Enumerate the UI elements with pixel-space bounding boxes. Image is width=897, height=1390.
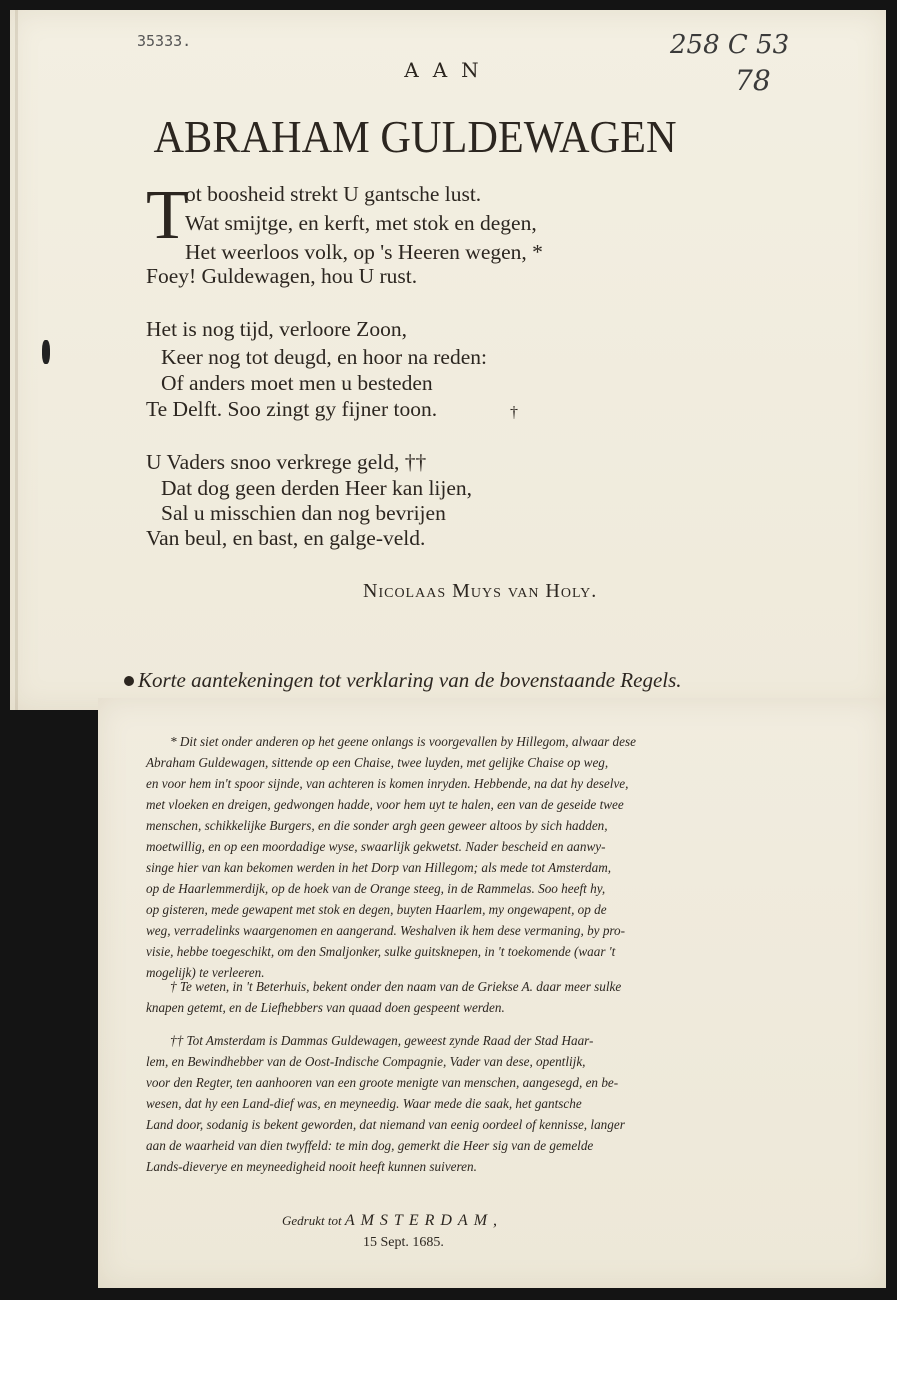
footnote-mark: † bbox=[510, 404, 518, 421]
note-line: Abraham Guldewagen, sittende op een Chaise, twee luyden, met gelijke Chaise op weg, bbox=[146, 755, 609, 770]
note-line: weg, verradelinks waargenomen en aangerand. Weshalven ik hem dese vermaning, by pro- bbox=[146, 923, 626, 938]
verse-line: Van beul, en bast, en galge-veld. bbox=[146, 526, 426, 550]
verse-line: Te Delft. Soo zingt gy fijner toon. bbox=[146, 397, 438, 421]
pencil-inventory-number: 35333. bbox=[137, 32, 192, 50]
verse-line: ot boosheid strekt U gantsche lust. bbox=[185, 182, 482, 206]
note-line: mogelijk) te verleeren. bbox=[146, 965, 265, 980]
note-line: †† Tot Amsterdam is Dammas Guldewagen, geweest zynde Raad der Stad Haar- bbox=[170, 1033, 594, 1048]
paper-fold-edge bbox=[15, 10, 18, 710]
drop-cap: T bbox=[146, 177, 189, 254]
note-line: lem, en Bewindhebber van de Oost-Indische Compagnie, Vader van dese, opentlijk, bbox=[146, 1054, 586, 1069]
imprint-date: 15 Sept. 1685. bbox=[363, 1235, 444, 1250]
bullet-mark bbox=[124, 676, 134, 686]
notes-heading: Korte aantekeningen tot verklaring van de bovenstaande Regels. bbox=[138, 668, 682, 692]
shelfmark-line-2: 78 bbox=[735, 64, 771, 97]
note-line: op de Haarlemmerdijk, op de hoek van de Orange steeg, in de Rammelas. Soo heeft hy, bbox=[146, 881, 606, 896]
verse-line: Wat smijtge, en kerft, met stok en degen, bbox=[185, 211, 537, 235]
page-title: ABRAHAM GULDEWAGEN bbox=[153, 111, 677, 162]
note-line: † Te weten, in 't Beterhuis, bekent onder den naam van de Griekse A. daar meer sulke bbox=[170, 979, 622, 994]
note-line: en voor hem in't spoor sijnde, van achteren is komen inryden. Hebbende, na dat hy deselve, bbox=[146, 776, 629, 791]
note-line: met vloeken en dreigen, gedwongen hadde, voor hem uyt te halen, een van de geseide twee bbox=[146, 797, 624, 812]
note-line: singe hier van kan bekomen werden in het Dorp van Hillegom; als mede tot Amsterdam, bbox=[146, 860, 612, 875]
verse-line: Foey! Guldewagen, hou U rust. bbox=[146, 264, 418, 288]
note-line: * Dit siet onder anderen op het geene onlangs is voorgevallen by Hillegom, alwaar dese bbox=[170, 734, 636, 749]
author-signature: Nicolaas Muys van Holy. bbox=[363, 580, 598, 602]
verse-line: Het weerloos volk, op 's Heeren wegen, * bbox=[185, 240, 543, 264]
note-line: voor den Regter, ten aanhooren van een groote menigte van menschen, aangesegd, en be- bbox=[146, 1075, 619, 1090]
note-line: wesen, dat hy een Land-dief was, en meyneedig. Waar mede die saak, het gantsche bbox=[146, 1096, 582, 1111]
imprint-city: AMSTERDAM, bbox=[344, 1212, 504, 1229]
ink-blot bbox=[42, 340, 50, 364]
bottom-margin bbox=[0, 1300, 897, 1390]
note-line: Land door, sodanig is bekent geworden, dat niemand van eenig oordeel of kennisse, langer bbox=[146, 1117, 625, 1132]
note-line: op gisteren, mede gewapent met stok en degen, buyten Haarlem, my ongewapent, op de bbox=[146, 902, 607, 917]
verse-line: Dat dog geen derden Heer kan lijen, bbox=[161, 476, 473, 500]
note-line: moetwillig, en op een moordadige wyse, swaarlijk gekwetst. Nader bescheid en aanwy- bbox=[146, 839, 606, 854]
note-line: visie, hebbe toegeschikt, om den Smaljonker, sulke guitsknepen, in 't toekomende (waar 't bbox=[146, 944, 616, 959]
verse-line: Sal u misschien dan nog bevrijen bbox=[161, 501, 446, 525]
note-line: aan de waarheid van dien twyffeld: te min dog, gemerkt die Heer sig van de gemelde bbox=[146, 1138, 594, 1153]
imprint-printed-at: Gedrukt tot bbox=[282, 1213, 342, 1228]
note-line: knapen getemt, en de Liefhebbers van quaad doen gespeent werden. bbox=[146, 1000, 505, 1015]
verse-line: Of anders moet men u besteden bbox=[161, 371, 433, 395]
shelfmark-line-1: 258 C 53 bbox=[670, 30, 790, 60]
verse-line: U Vaders snoo verkrege geld, †† bbox=[146, 450, 427, 474]
note-line: menschen, schikkelijke Burgers, en die sonder argh geen geweer altoos by sich hadden, bbox=[146, 818, 608, 833]
imprint bbox=[282, 1212, 503, 1230]
note-line: Lands-dieverye en meyneedigheid nooit heeft kunnen suiveren. bbox=[146, 1159, 477, 1174]
salutation: AAN bbox=[404, 58, 493, 82]
verse-line: Keer nog tot deugd, en hoor na reden: bbox=[161, 345, 487, 369]
verse-line: Het is nog tijd, verloore Zoon, bbox=[146, 317, 407, 341]
